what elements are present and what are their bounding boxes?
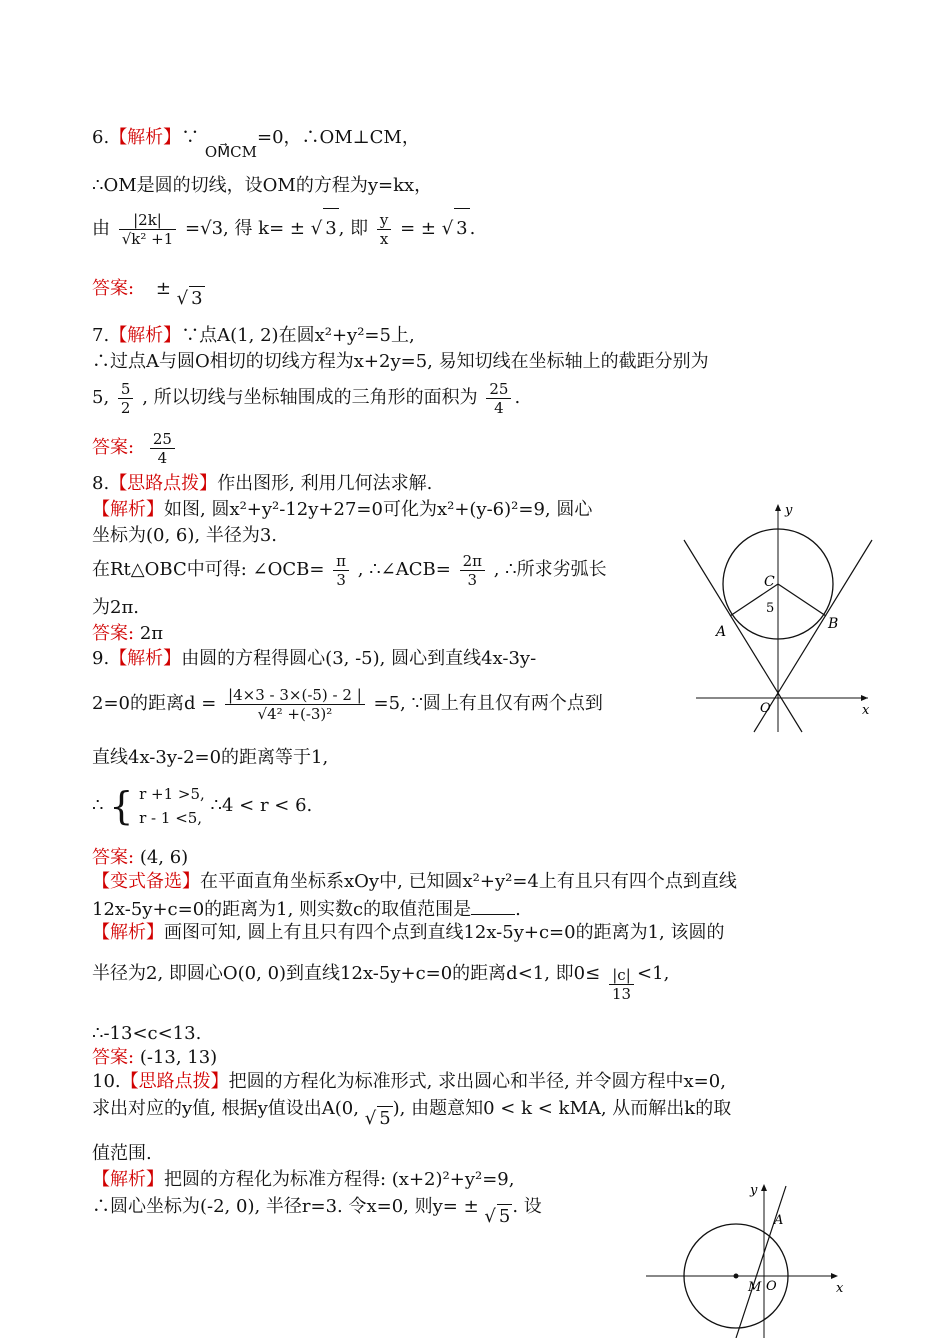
variant-sol-text: 画图可知, 圆上有且只有四个点到直线12x-5y+c=0的距离为1, 该圆的 [164,922,725,943]
variant-text: 12x-5y+c=0的距离为1, 则实数c的取值范围是 [92,899,472,920]
fraction-c-13 [609,966,634,1003]
label-x: x [836,1281,844,1296]
p10-end: . 设 [512,1196,542,1217]
fraction-2k [119,211,177,248]
analysis-tag: 【解析】 [109,648,182,669]
vector-product: OM⃗CM [204,143,257,161]
p10-text: 把圆的方程化为标准形式, 求出圆心和半径, 并令圆方程中x=0, [228,1071,726,1092]
analysis-tag: 【解析】 [92,499,164,520]
frac-den: 3 [336,570,346,589]
label-a: A [716,624,727,640]
p6-mid2: , 即 [338,218,369,239]
p6-answer: 答案: ± √ 3 [92,278,203,309]
frac-num: 5 [118,380,134,399]
fraction-yx [377,211,391,248]
answer-value: 2π [139,623,164,644]
answer-value: (4, 6) [139,847,189,868]
frac-den: √k² +1 [121,229,174,248]
period: . [515,899,521,920]
problem-number: 8. [92,473,110,494]
p7-pre: 5, [92,387,110,408]
p9-line4 [92,778,312,834]
p8-answer [92,622,163,646]
frac-den: 13 [611,984,632,1003]
p8-line3: 坐标为(0, 6), 半径为3. [92,525,278,546]
label-x: x [862,703,870,718]
p8-pre: 在Rt△OBC中可得: ∠OCB= [92,559,325,580]
label-m: M [748,1280,762,1295]
variant-sol-end: <1, [637,963,670,984]
frac-den: 4 [157,448,168,467]
answer-label: 答案: [92,278,135,299]
frac-den: √4² +(-3)² [257,704,333,723]
frac-num: 25 [486,380,511,399]
p9-pre: 2=0的距离d = [92,693,217,714]
p9-line2 [92,676,603,732]
p9-line1 [92,647,536,671]
analysis-tag: 【解析】 [92,922,164,943]
p10-line2: 求出对应的y值, 根据y值设出A(0, √ 5 ), 由题意知0 < k < kMA, 从而解出k的取 [92,1098,732,1129]
p9-answer [92,846,188,870]
variant-line1 [92,870,737,894]
variant-answer [92,1046,217,1070]
variant-sol-pre: 半径为2, 即圆心O(0, 0)到直线12x-5y+c=0的距离d<1, 即0≤ [92,963,601,984]
p9-line3: 直线4x-3y-2=0的距离等于1, [92,747,329,768]
frac-den: 3 [467,570,478,589]
p7-line1 [92,324,415,348]
frac-num: |2k| [119,211,177,230]
p6-equation: =0，∴OM⊥CM， [257,127,420,148]
p8-line4 [92,548,607,592]
label-o: O [766,1279,777,1294]
frac-num: y [377,211,391,230]
p9-result: ∴4 < r < 6. [210,795,313,816]
sqrt-value: 5 [498,1206,511,1227]
label-y: y [785,503,793,518]
p8-text: 如图, 圆x²+y²-12y+27=0可化为x²+(y-6)²=9, 圆心 [164,499,593,520]
inequality-1: r +1 >5, [139,785,205,803]
p6-mid: =√3, 得 k= ± [185,218,305,239]
analysis-tag: 【解析】 [92,1169,164,1190]
p8-text: 作出图形, 利用几何法求解. [217,473,433,494]
hint-tag: 【思路点拨】 [109,473,218,494]
frac-den: x [379,229,389,248]
label-a: A [774,1213,784,1228]
variant-line2 [92,896,521,922]
p10-text: 把圆的方程化为标准方程得: (x+2)²+y²=9, [164,1169,515,1190]
p10-pre: ∴圆心坐标为(-2, 0), 半径r=3. 令x=0, 则y= ± [92,1196,479,1217]
label-5: 5 [766,601,775,616]
p7-mid: , 所以切线与坐标轴围成的三角形的面积为 [142,387,478,408]
fraction-2pi-3 [460,552,485,589]
p10-end: ), 由题意知0 < k < kMA, 从而解出k的取 [392,1098,732,1119]
frac-num: |4×3 - 3×(-5) - 2 | [225,686,365,705]
p9-text: 由圆的方程得圆心(3, -5), 圆心到直线4x-3y- [181,648,537,669]
variant-tag: 【变式备选】 [92,871,200,892]
answer-value: ± [155,278,171,299]
sqrt-value: 3 [323,208,338,249]
frac-num: 2π [460,552,485,571]
p7-text: ∵点A(1, 2)在圆x²+y²=5上, [181,325,415,346]
p7-line3 [92,376,520,420]
label-o: O [760,701,771,716]
fraction-pi-3 [333,552,349,589]
variant-sol-line3: ∴-13<c<13. [92,1023,202,1044]
sqrt-value: 5 [379,1108,391,1129]
p8-line5: 为2π. [92,597,140,618]
sqrt-value: 3 [454,208,469,249]
figure-circle-tangents [682,496,882,740]
problem-number: 9. [92,648,110,669]
label-c: C [764,574,775,590]
answer-label: 答案: [92,623,135,644]
p6-line2: ∴OM是圆的切线，设OM的方程为y=kx， [92,175,433,196]
inequality-2: r - 1 <5, [139,809,203,827]
p8-end: , ∴所求劣弧长 [493,559,607,580]
variant-sol-line1 [92,921,724,945]
problem-number: 7. [92,325,110,346]
p10-line5: ∴圆心坐标为(-2, 0), 半径r=3. 令x=0, 则y= ± √ 5 . 设 [92,1196,542,1227]
analysis-tag: 【解析】 [109,325,182,346]
hint-tag: 【思路点拨】 [120,1071,229,1092]
p8-line1 [92,472,432,496]
inequality-system [139,782,205,830]
answer-label: 答案: [92,1047,135,1068]
frac-num: |c| [609,966,634,985]
because-symbol: ∵ [181,127,200,148]
sqrt-value: 3 [191,288,203,309]
p6-mid3: = ± [400,218,436,239]
p10-line1 [92,1070,726,1094]
answer-label: 答案: [92,437,135,458]
problem-number: 6. [92,127,110,148]
center-dot [734,1274,739,1279]
p10-line3: 值范围. [92,1143,152,1164]
fraction-5-2 [118,380,134,417]
frac-den: 2 [120,398,131,417]
p10-line4 [92,1168,514,1192]
p7-answer [92,426,178,470]
frac-den: 4 [494,398,504,417]
therefore-symbol: ∴ [92,795,104,816]
p8-mid: , ∴∠ACB= [357,559,451,580]
variant-sol-line2 [92,952,670,1003]
p6-line3: 由 $\frac{|2k|}{\text{√k² +1}}$ =√3, 得 k= ± √ 3 , 即 $\frac{y}{x}$ = ± √ 3 . [92,208,475,249]
fraction-25-4 [486,380,511,417]
label-y: y [750,1183,758,1198]
p10-pre: 求出对应的y值, 根据y值设出A(0, [92,1098,359,1119]
frac-num: π [333,552,349,571]
problem-number: 10. [92,1071,121,1092]
brace-icon: { [109,784,134,828]
answer-label: 答案: [92,847,135,868]
p9-end: =5, ∵圆上有且仅有两个点到 [373,693,603,714]
period: . [469,218,476,239]
period: . [514,387,521,408]
figure-circle-line [640,1178,850,1338]
p8-line2 [92,498,592,522]
analysis-tag: 【解析】 [109,127,182,148]
label-b: B [828,616,839,632]
p7-line2: ∴过点A与圆O相切的切线方程为x+2y=5, 易知切线在坐标轴上的截距分别为 [92,351,709,372]
variant-text: 在平面直角坐标系xOy中, 已知圆x²+y²=4上有且只有四个点到直线 [200,871,737,892]
frac-num: 25 [150,430,175,449]
fraction-distance [225,686,365,723]
p6-line1 [92,126,420,161]
answer-blank [471,896,515,915]
answer-value: (-13, 13) [139,1047,218,1068]
fraction-25-4 [150,430,175,467]
p6-you: 由 [92,218,110,239]
